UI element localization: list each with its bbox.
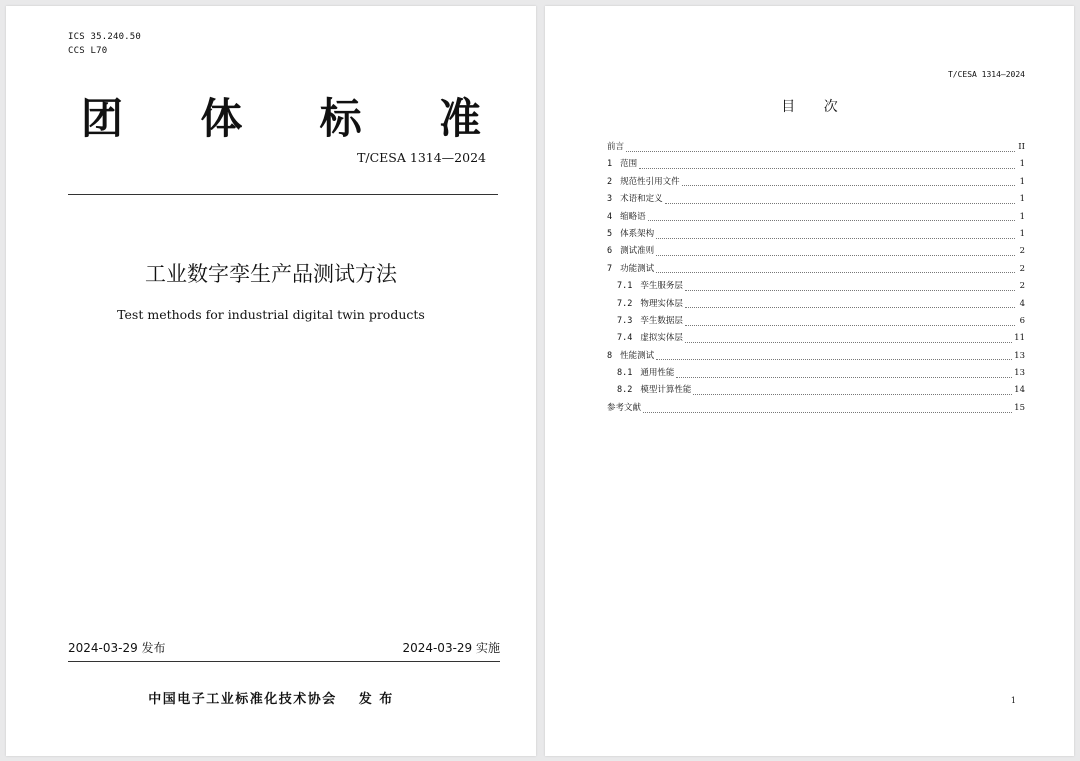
toc-entry-page: 13: [1014, 368, 1025, 379]
toc-dot-leader: [682, 184, 1015, 186]
doc-type-char: 准: [438, 94, 481, 143]
toc-entry-label: 前言: [607, 142, 625, 152]
toc-entry-page: 1: [1019, 211, 1025, 222]
toc-entry[interactable]: [607, 383, 1025, 400]
toc-entry[interactable]: [607, 349, 1025, 366]
toc-entry[interactable]: [607, 140, 1025, 157]
toc-entry-number: 7: [607, 263, 613, 274]
divider-line: [68, 194, 498, 195]
toc-entry-number: 7.3: [617, 315, 633, 326]
toc-dot-leader: [648, 219, 1015, 221]
toc-entry[interactable]: [607, 227, 1025, 244]
toc-dot-leader: [693, 393, 1012, 395]
toc-entry-label: 参考文献: [607, 402, 642, 413]
toc-dot-leader: [656, 271, 1015, 273]
toc-dot-leader: [639, 167, 1015, 169]
toc-entry-page: 15: [1014, 402, 1025, 413]
toc-dot-leader: [685, 289, 1015, 291]
toc-entry-label: 物理实体层: [640, 298, 683, 309]
toc-entry[interactable]: [607, 262, 1025, 279]
toc-dot-leader: [656, 237, 1015, 239]
toc-entry-label: 功能测试: [620, 263, 655, 274]
toc-entry[interactable]: [607, 244, 1025, 261]
toc-dot-leader: [676, 376, 1012, 378]
toc-dot-leader: [656, 358, 1012, 360]
toc-entry-number: 7.4: [617, 333, 633, 344]
doc-type-char: 标: [319, 94, 362, 143]
toc-entry-page: 1: [1019, 159, 1025, 170]
toc-entry-number: 5: [607, 228, 613, 239]
toc-entry[interactable]: [607, 314, 1025, 331]
toc-entry-page: 6: [1019, 315, 1025, 326]
toc-entry-label: 虚拟实体层: [640, 333, 683, 344]
publish-label: 发 布: [358, 692, 394, 707]
toc-entry-page: II: [1018, 142, 1025, 152]
toc-entry-page: 13: [1014, 350, 1025, 361]
toc-dot-leader: [685, 341, 1012, 343]
toc-entry-number: 8.2: [617, 385, 633, 396]
toc-dot-leader: [685, 306, 1015, 308]
toc-entry[interactable]: [607, 401, 1025, 418]
toc-dot-leader: [685, 324, 1015, 326]
publish-date: 2024-03-29 发布: [68, 641, 166, 655]
toc-entry-page: 1: [1019, 176, 1025, 187]
toc-entry-label: 体系架构: [620, 228, 655, 239]
toc-entry-number: 8: [607, 350, 613, 361]
title-chinese: 工业数字孪生产品测试方法: [145, 262, 397, 286]
toc-list: [607, 140, 1025, 418]
running-header: T/CESA 1314—2024: [947, 70, 1025, 79]
standard-number: T/CESA 1314—2024: [357, 150, 486, 165]
toc-entry-number: 7.2: [617, 298, 633, 309]
toc-entry-number: 6: [607, 246, 613, 257]
toc-entry-page: 11: [1014, 333, 1025, 344]
publisher-line: [6, 688, 536, 707]
toc-dot-leader: [665, 202, 1015, 204]
toc-entry-label: 测试准则: [620, 246, 655, 257]
toc-entry-label: 孪生数据层: [640, 315, 683, 326]
document-type-heading: [81, 86, 481, 146]
toc-entry[interactable]: [607, 210, 1025, 227]
toc-entry-label: 范围: [620, 159, 638, 170]
toc-page: [545, 6, 1074, 756]
toc-entry[interactable]: [607, 192, 1025, 209]
ccs-code: CCS L70: [68, 46, 108, 56]
toc-entry-number: 4: [607, 211, 613, 222]
page-number: 1: [1010, 696, 1016, 705]
toc-entry-page: 2: [1019, 246, 1025, 257]
cover-page: [6, 6, 536, 756]
toc-entry-number: 3: [607, 194, 613, 205]
toc-entry-label: 通用性能: [640, 368, 675, 379]
toc-entry-page: 2: [1019, 263, 1025, 274]
toc-entry-number: 8.1: [617, 368, 633, 379]
toc-entry[interactable]: [607, 331, 1025, 348]
toc-entry-page: 4: [1019, 298, 1025, 309]
toc-entry-number: 1: [607, 159, 613, 170]
toc-entry-label: 缩略语: [620, 211, 646, 222]
toc-entry-label: 术语和定义: [620, 194, 663, 205]
toc-dot-leader: [656, 254, 1015, 256]
doc-type-char: 团: [81, 94, 124, 143]
doc-type-char: 体: [200, 94, 243, 143]
title-english: Test methods for industrial digital twin products: [117, 307, 425, 322]
toc-entry-page: 14: [1014, 385, 1025, 396]
toc-entry[interactable]: [607, 175, 1025, 192]
ics-code: ICS 35.240.50: [68, 32, 142, 42]
divider-line: [68, 661, 500, 662]
toc-dot-leader: [626, 150, 1015, 152]
toc-title: 目 次: [781, 99, 850, 115]
implement-date: 2024-03-29 实施: [402, 641, 500, 655]
toc-entry-label: 性能测试: [620, 350, 655, 361]
toc-entry[interactable]: [607, 279, 1025, 296]
toc-entry-label: 规范性引用文件: [620, 176, 680, 187]
toc-entry-number: 2: [607, 176, 613, 187]
toc-dot-leader: [643, 411, 1012, 413]
toc-entry-page: 1: [1019, 194, 1025, 205]
toc-entry-label: 孪生服务层: [640, 281, 683, 292]
organization-name: 中国电子工业标准化技术协会: [148, 692, 337, 707]
toc-entry-number: 7.1: [617, 281, 633, 292]
toc-entry-page: 1: [1019, 228, 1025, 239]
toc-entry[interactable]: [607, 157, 1025, 174]
toc-entry-label: 模型计算性能: [640, 385, 692, 396]
toc-entry[interactable]: [607, 366, 1025, 383]
toc-entry-page: 2: [1019, 281, 1025, 292]
toc-entry[interactable]: [607, 297, 1025, 314]
